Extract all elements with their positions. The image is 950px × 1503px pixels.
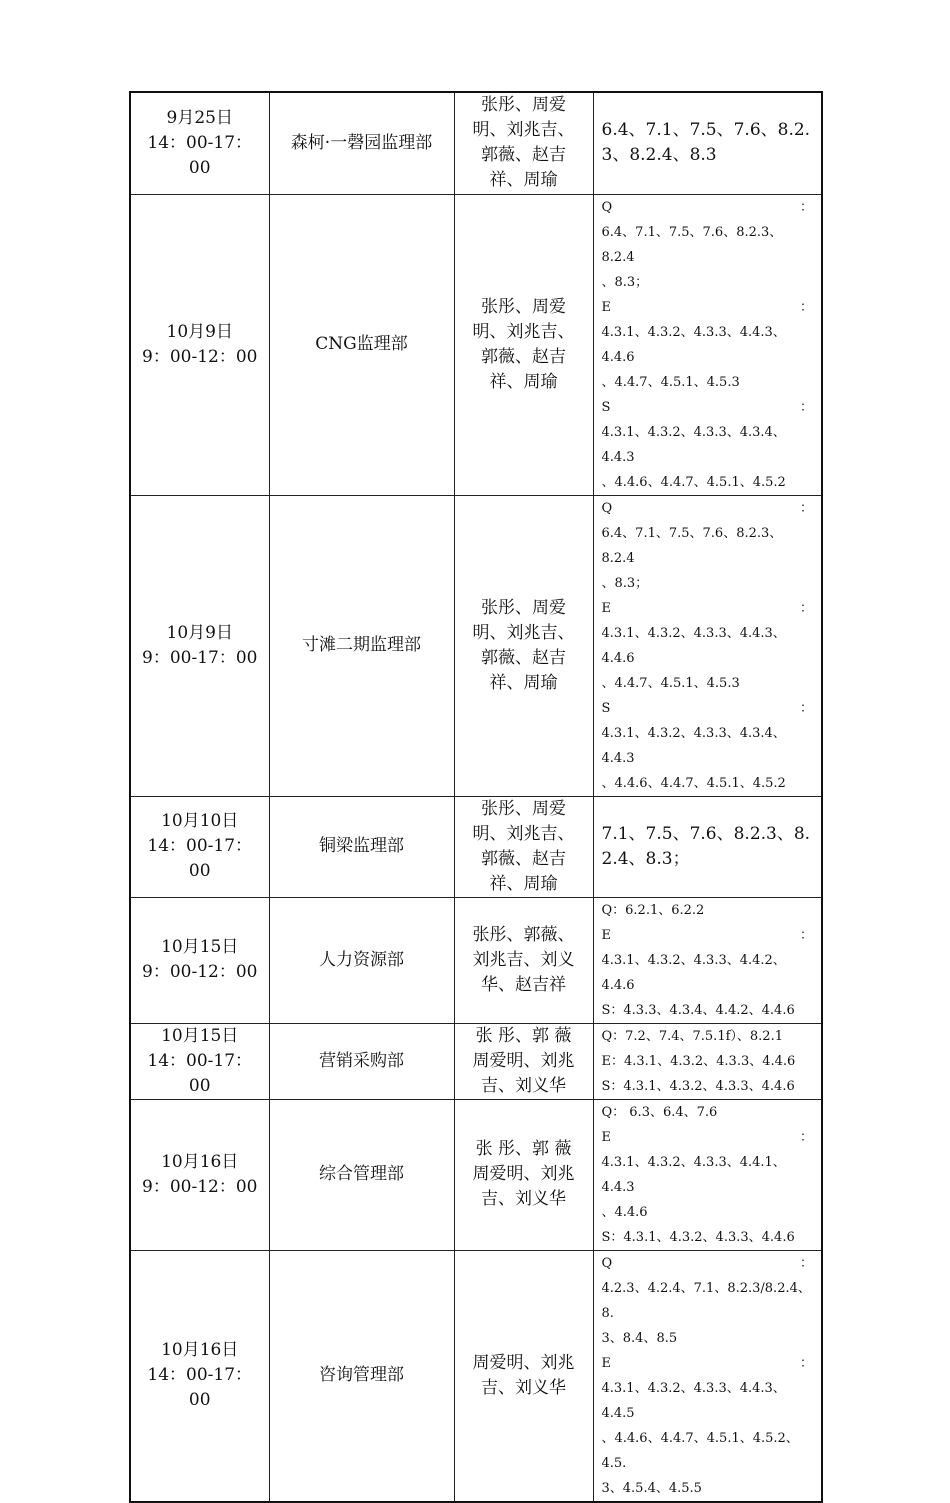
time-line: 9月25日 <box>166 107 233 128</box>
clause-line: 6.4、7.1、7.5、7.6、8.2.3、8.2.4 <box>601 224 783 265</box>
department-cell: CNG监理部 <box>269 194 454 495</box>
auditor-line: 张彤、周爱 <box>481 95 566 116</box>
clause-line: 、4.4.6、4.4.7、4.5.1、4.5.2 <box>601 474 786 490</box>
department-cell: 营销采购部 <box>269 1023 454 1099</box>
clause-colon: ： <box>799 1355 813 1371</box>
auditor-line: 祥、周瑜 <box>489 873 558 894</box>
time-line: 9：00-12：00 <box>142 346 258 367</box>
clause-line: 2.4、8.3； <box>601 848 690 869</box>
department-cell: 寸滩二期监理部 <box>269 495 454 796</box>
clause-label: S <box>601 399 611 415</box>
auditor-line: 周爱明、刘兆 <box>472 1050 575 1071</box>
department-cell: 综合管理部 <box>269 1099 454 1250</box>
auditor-line: 祥、周瑜 <box>489 371 558 392</box>
time-line: 9：00-12：00 <box>142 1176 258 1197</box>
time-line: 14：00-17： <box>147 1365 253 1385</box>
department-cell: 咨询管理部 <box>269 1250 454 1502</box>
clause-label-line <box>602 496 814 521</box>
auditor-line: 祥、周瑜 <box>489 170 558 191</box>
clause-label-line <box>602 395 814 420</box>
department-cell: 铜梁监理部 <box>269 796 454 897</box>
clause-label: E <box>601 927 611 943</box>
table-row <box>130 1250 822 1502</box>
auditor-line: 郭薇、赵吉 <box>481 647 566 668</box>
auditors-cell <box>454 92 593 194</box>
clause-colon: ： <box>799 1129 813 1145</box>
auditor-line: 吉、刘义华 <box>481 1075 566 1096</box>
time-cell <box>130 194 269 495</box>
clause-line: Q：7.2、7.4、7.5.1f）、8.2.1 <box>601 1028 783 1044</box>
auditor-line: 明、刘兆吉、 <box>472 823 575 844</box>
clause-line: 、4.4.7、4.5.1、4.5.3 <box>601 374 740 390</box>
auditor-line: 周爱明、刘兆 <box>472 1164 575 1184</box>
clauses-cell <box>593 897 822 1023</box>
clause-label: E <box>601 299 611 315</box>
auditor-line: 吉、刘义华 <box>481 1189 566 1209</box>
time-line: 10月9日 <box>166 622 233 643</box>
clause-label-line <box>602 195 814 220</box>
auditor-line: 郭薇、赵吉 <box>481 346 566 367</box>
auditor-line: 张彤、郭薇、 <box>472 924 575 945</box>
auditor-line: 张彤、周爱 <box>481 597 566 618</box>
clause-colon: ： <box>799 927 813 943</box>
clause-colon: ： <box>799 299 813 315</box>
time-line: 00 <box>188 861 211 881</box>
clause-label-line <box>602 295 814 320</box>
clause-line: 4.3.1、4.3.2、4.3.3、4.3.4、4.4.3 <box>601 725 786 766</box>
time-line: 00 <box>188 1075 211 1096</box>
clause-line: 6.4、7.1、7.5、7.6、8.2. <box>601 120 811 141</box>
table-row <box>130 796 822 897</box>
time-line: 10月15日 <box>161 1025 239 1046</box>
clause-line: 3、8.4、8.5 <box>601 1330 678 1346</box>
time-line: 10月15日 <box>161 937 239 957</box>
auditor-line: 吉、刘义华 <box>481 1377 566 1398</box>
clause-line: 4.3.1、4.3.2、4.3.3、4.4.1、4.4.3 <box>601 1154 786 1195</box>
department-cell: 人力资源部 <box>269 897 454 1023</box>
auditor-line: 郭薇、赵吉 <box>481 848 566 869</box>
auditor-line: 刘兆吉、刘义 <box>472 949 575 970</box>
clause-colon: ： <box>799 700 813 716</box>
clause-label-line <box>602 1125 814 1150</box>
clause-line: S：4.3.1、4.3.2、4.3.3、4.4.6 <box>601 1078 795 1094</box>
audit-schedule-table <box>129 91 823 1503</box>
time-cell <box>130 897 269 1023</box>
auditor-line: 张 彤、郭 薇 <box>475 1025 572 1046</box>
clause-colon: ： <box>799 199 813 215</box>
auditor-line: 郭薇、赵吉 <box>481 145 566 166</box>
clause-colon: ： <box>799 399 813 415</box>
clause-colon: ： <box>799 1255 813 1271</box>
time-line: 14：00-17： <box>147 1050 253 1071</box>
time-line: 14：00-17： <box>147 836 253 856</box>
time-line: 10月10日 <box>161 811 239 831</box>
time-line: 10月9日 <box>166 321 233 342</box>
time-cell <box>130 1099 269 1250</box>
time-line: 9：00-12：00 <box>142 962 258 982</box>
clauses-cell <box>593 194 822 495</box>
clause-line: Q： 6.3、6.4、7.6 <box>601 1104 718 1120</box>
clause-label: S <box>601 700 611 716</box>
table-row <box>130 1023 822 1099</box>
time-cell <box>130 1250 269 1502</box>
clauses-cell <box>593 495 822 796</box>
clause-label-line <box>602 696 814 721</box>
time-line: 00 <box>188 1390 211 1410</box>
auditor-line: 华、赵吉祥 <box>481 974 566 995</box>
auditors-cell <box>454 897 593 1023</box>
clause-label-line <box>602 1351 814 1376</box>
auditors-cell <box>454 796 593 897</box>
clause-line: Q：6.2.1、6.2.2 <box>601 902 705 918</box>
auditors-cell <box>454 495 593 796</box>
time-line: 9：00-17：00 <box>142 647 258 668</box>
auditor-line: 周爱明、刘兆 <box>472 1352 575 1373</box>
clause-line: 、8.3； <box>601 274 649 290</box>
time-cell <box>130 92 269 194</box>
time-cell <box>130 796 269 897</box>
auditors-cell <box>454 194 593 495</box>
clause-line: 4.3.1、4.3.2、4.3.3、4.3.4、4.4.3 <box>601 424 786 465</box>
clause-line: 4.3.1、4.3.2、4.3.3、4.4.2、4.4.6 <box>601 952 786 993</box>
clause-line: 、4.4.6、4.4.7、4.5.1、4.5.2 <box>601 775 786 791</box>
clause-line: S：4.3.3、4.3.4、4.4.2、4.4.6 <box>601 1002 795 1018</box>
clause-label: Q <box>601 500 613 516</box>
clauses-cell <box>593 1099 822 1250</box>
time-line: 14：00-17： <box>147 132 253 153</box>
clauses-cell <box>593 92 822 194</box>
clause-line: 、4.4.6、4.4.7、4.5.1、4.5.2、4.5. <box>601 1430 799 1471</box>
clause-label: E <box>601 1129 611 1145</box>
clause-colon: ： <box>799 600 813 616</box>
clause-label-line <box>602 1251 814 1276</box>
clause-line: 7.1、7.5、7.6、8.2.3、8. <box>601 823 811 844</box>
clause-line: 4.3.1、4.3.2、4.3.3、4.4.3、4.4.6 <box>601 625 786 666</box>
time-cell <box>130 495 269 796</box>
clause-line: 4.2.3、4.2.4、7.1、8.2.3/8.2.4、8. <box>601 1280 811 1321</box>
auditor-line: 张彤、周爱 <box>481 798 566 819</box>
auditors-cell <box>454 1023 593 1099</box>
table-row <box>130 495 822 796</box>
clauses-cell <box>593 796 822 897</box>
table-row <box>130 194 822 495</box>
clause-line: 3、8.2.4、8.3 <box>601 145 717 166</box>
table-row <box>130 92 822 194</box>
clause-line: 4.3.1、4.3.2、4.3.3、4.4.3、4.4.5 <box>601 1380 786 1421</box>
time-line: 00 <box>188 157 211 178</box>
clause-label: Q <box>601 1255 613 1271</box>
clause-label: E <box>601 600 611 616</box>
clauses-cell <box>593 1023 822 1099</box>
auditor-line: 明、刘兆吉、 <box>472 120 575 141</box>
auditors-cell <box>454 1099 593 1250</box>
clause-line: S：4.3.1、4.3.2、4.3.3、4.4.6 <box>601 1229 795 1245</box>
clause-label: E <box>601 1355 611 1371</box>
clause-label-line <box>602 596 814 621</box>
clause-line: 6.4、7.1、7.5、7.6、8.2.3、8.2.4 <box>601 525 783 566</box>
clause-line: 、4.4.7、4.5.1、4.5.3 <box>601 675 740 691</box>
department-cell: 森柯·一磬园监理部 <box>269 92 454 194</box>
time-line: 10月16日 <box>161 1340 239 1360</box>
auditor-line: 明、刘兆吉、 <box>472 622 575 643</box>
clauses-cell <box>593 1250 822 1502</box>
auditor-line: 祥、周瑜 <box>489 672 558 693</box>
time-line: 10月16日 <box>161 1151 239 1172</box>
clause-line: 4.3.1、4.3.2、4.3.3、4.4.3、4.4.6 <box>601 324 786 365</box>
auditor-line: 张 彤、郭 薇 <box>475 1139 572 1159</box>
clause-line: 3、4.5.4、4.5.5 <box>601 1480 702 1496</box>
table-row <box>130 897 822 1023</box>
auditor-line: 明、刘兆吉、 <box>472 321 575 342</box>
time-cell <box>130 1023 269 1099</box>
clause-line: 、8.3； <box>601 575 649 591</box>
table-row <box>130 1099 822 1250</box>
clause-label-line <box>602 923 814 948</box>
clause-label: Q <box>601 199 613 215</box>
auditor-line: 张彤、周爱 <box>481 296 566 317</box>
clause-line: E：4.3.1、4.3.2、4.3.3、4.4.6 <box>601 1053 796 1069</box>
clause-colon: ： <box>799 500 813 516</box>
auditors-cell <box>454 1250 593 1502</box>
clause-line: 、4.4.6 <box>601 1204 648 1220</box>
